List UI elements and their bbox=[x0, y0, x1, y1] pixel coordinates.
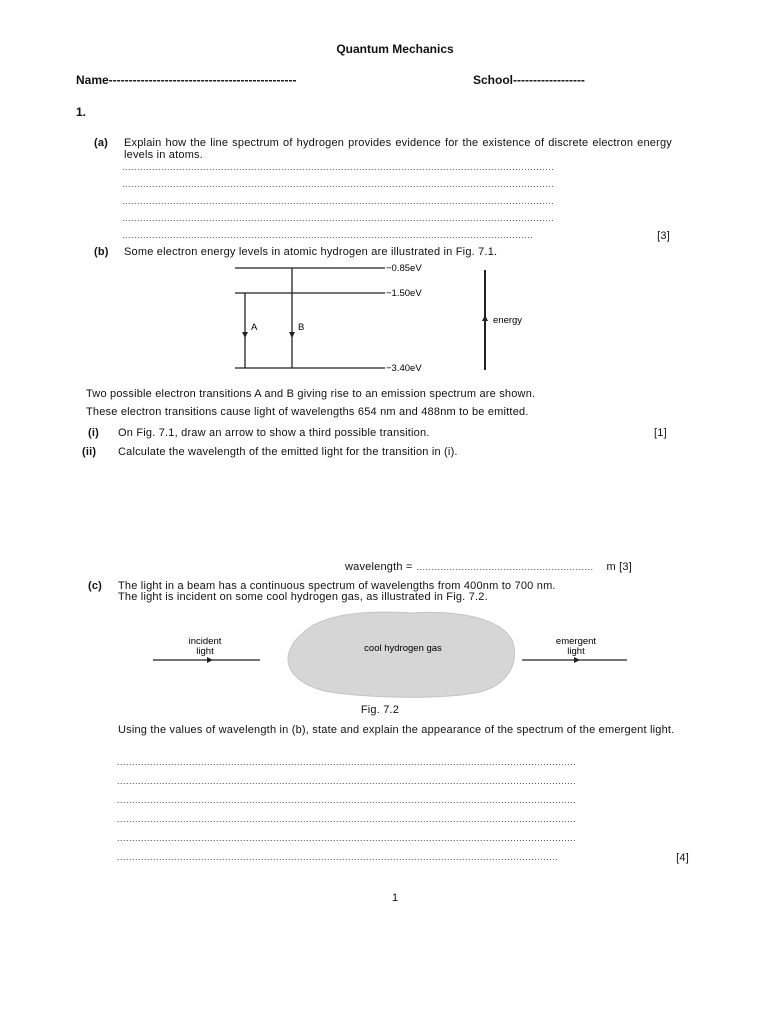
level-label: −1.50eV bbox=[386, 288, 422, 299]
energy-arrow-head bbox=[482, 315, 488, 321]
part-a-text: Explain how the line spectrum of hydrogen provides evidence for the existence of discrete electron energy levels in atoms. bbox=[124, 137, 672, 161]
sub-i-text: On Fig. 7.1, draw an arrow to show a third possible transition. bbox=[118, 427, 430, 439]
answer-line[interactable]: ......................................................................................................................................................... bbox=[117, 814, 577, 824]
part-b-label: (b) bbox=[94, 246, 109, 258]
wavelength-unit: m [3] bbox=[606, 561, 632, 573]
part-c-question: Using the values of wavelength in (b), state and explain the appearance of the spectrum of the emergent light. bbox=[118, 724, 675, 736]
part-a-marks: [3] bbox=[657, 230, 670, 242]
emergent-label-line-2: light bbox=[567, 646, 585, 657]
answer-line[interactable]: ......................................................................................................................................................... bbox=[117, 776, 577, 786]
wavelength-answer[interactable] bbox=[345, 561, 632, 573]
part-a-answer-area[interactable] bbox=[122, 162, 670, 244]
transition-a-label: A bbox=[251, 322, 258, 333]
transition-b-label: B bbox=[298, 322, 305, 333]
sub-ii-text: Calculate the wavelength of the emitted light for the transition in (i). bbox=[118, 446, 458, 458]
level-label: −3.40eV bbox=[386, 363, 422, 374]
name-field[interactable]: Name----------------------------------------------- bbox=[76, 73, 297, 87]
hydrogen-gas-figure bbox=[150, 608, 630, 700]
emergent-label-line-1: emergent bbox=[555, 636, 597, 647]
part-c-answer-area[interactable] bbox=[117, 757, 689, 866]
part-b-description-2: These electron transitions cause light of wavelengths 654 nm and 488nm to be emitted. bbox=[86, 406, 529, 418]
gas-cloud bbox=[288, 612, 515, 697]
wavelength-input-line[interactable]: ........................................................... bbox=[416, 562, 594, 572]
part-c-text-2: The light is incident on some cool hydrogen gas, as illustrated in Fig. 7.2. bbox=[118, 591, 488, 603]
part-b-description-1: Two possible electron transitions A and B giving rise to an emission spectrum are shown. bbox=[86, 388, 536, 400]
part-c-label: (c) bbox=[88, 580, 103, 592]
energy-label: energy bbox=[493, 315, 523, 326]
school-field[interactable]: School------------------ bbox=[473, 73, 585, 87]
question-number: 1. bbox=[76, 105, 87, 119]
sub-ii-label: (ii) bbox=[82, 446, 97, 458]
page-title: Quantum Mechanics bbox=[336, 42, 454, 56]
incident-beam-arrow bbox=[207, 657, 213, 663]
part-c-text-1: The light in a beam has a continuous spectrum of wavelengths from 400nm to 700 nm. bbox=[118, 580, 556, 592]
page-number: 1 bbox=[391, 892, 399, 904]
wavelength-label: wavelength = bbox=[345, 561, 413, 573]
part-b-text: Some electron energy levels in atomic hydrogen are illustrated in Fig. 7.1. bbox=[124, 246, 498, 258]
sub-i-label: (i) bbox=[88, 427, 99, 439]
arrow-head-a bbox=[242, 332, 248, 338]
answer-line[interactable]: ................................................................................................................................................ bbox=[122, 213, 555, 223]
answer-line[interactable]: ......................................................................................................................................... bbox=[122, 230, 534, 240]
answer-line[interactable]: ................................................................................................................................................ bbox=[122, 179, 555, 189]
figure-caption: Fig. 7.2 bbox=[360, 704, 400, 716]
answer-line[interactable]: ......................................................................................................................................................... bbox=[117, 795, 577, 805]
gas-label: cool hydrogen gas bbox=[364, 643, 442, 654]
answer-line[interactable]: ......................................................................................................................................................... bbox=[117, 833, 577, 843]
answer-line[interactable]: ......................................................................................................................................................... bbox=[117, 757, 577, 767]
part-c-marks: [4] bbox=[676, 852, 689, 864]
incident-label-line-1: incident bbox=[188, 636, 222, 647]
level-label: −0.85eV bbox=[386, 263, 422, 274]
answer-line[interactable]: ................................................................................................................................................ bbox=[122, 162, 555, 172]
part-a-label: (a) bbox=[94, 137, 109, 149]
sub-i-marks: [1] bbox=[654, 427, 667, 439]
incident-label-line-2: light bbox=[196, 646, 214, 657]
emergent-beam-arrow bbox=[574, 657, 580, 663]
answer-line[interactable]: ................................................................................................................................................ bbox=[122, 196, 555, 206]
arrow-head-b bbox=[289, 332, 295, 338]
energy-level-diagram bbox=[220, 258, 560, 378]
answer-line[interactable]: ................................................................................................................................................... bbox=[117, 852, 559, 862]
